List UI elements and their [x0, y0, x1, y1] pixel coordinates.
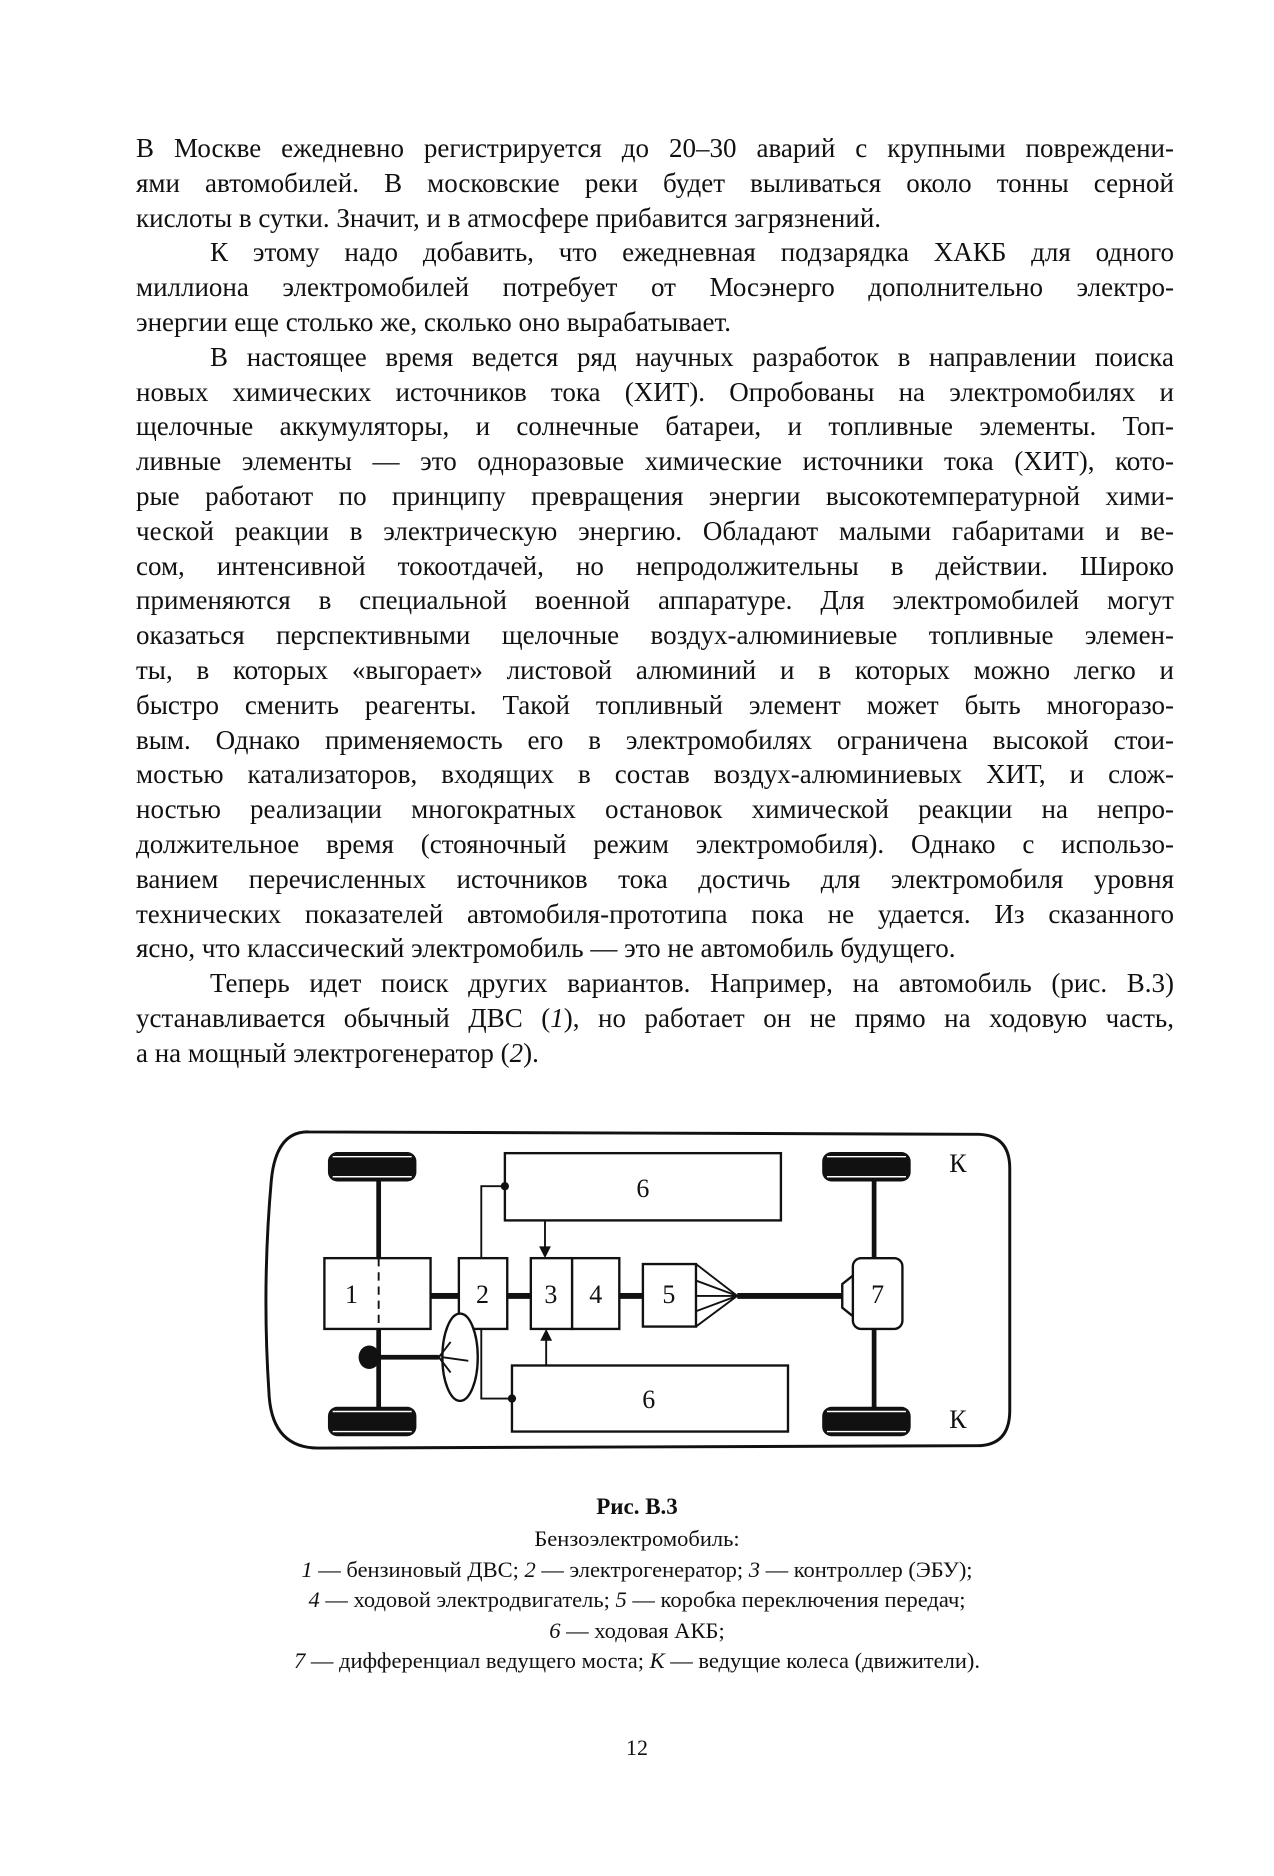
- label-6-bottom: 6: [642, 1384, 656, 1414]
- text-line: миллиона электромобилей потребует от Мосэнерго дополнительно электро-: [136, 272, 1174, 303]
- wire-2-to-bottom-battery: [481, 1329, 512, 1399]
- legend-line: [0, 1555, 1274, 1586]
- text-line: энергии еще столько же, сколько оно вырабатывает.: [136, 306, 731, 337]
- legend-text: — контроллер (ЭБУ);: [759, 1556, 973, 1582]
- legend-text: — электрогенератор;: [535, 1556, 749, 1582]
- legend-num: 3: [748, 1556, 760, 1582]
- text-line: быстро сменить реагенты. Такой топливный элемент может быть многоразо-: [136, 689, 1174, 720]
- text-line: ванием перечисленных источников тока достичь для электромобиля уровня: [136, 863, 1174, 894]
- steering-gear: [359, 1345, 380, 1369]
- figure-caption: [0, 1490, 1274, 1677]
- text-line: вым. Однако применяемость его в электромобилях ограничена высокой стои-: [136, 724, 1174, 755]
- body-text: [136, 131, 1174, 1071]
- figure-title: Рис. В.3: [596, 1494, 678, 1519]
- text-line: ливные элементы — это одноразовые химические источники тока (ХИТ), кото-: [136, 446, 1174, 477]
- text-line: В настоящее время ведется ряд научных разработок в направлении поиска: [210, 341, 1174, 372]
- legend-num: 4: [308, 1587, 320, 1612]
- text-line: должительное время (стояночный режим электромобиля). Однако с использо-: [136, 828, 1174, 859]
- text-line: технических показателей автомобиля-прототипа пока не удается. Из сказанного: [136, 898, 1174, 929]
- text-line: ями автомобилей. В московские реки будет выливаться около тонны серной: [136, 167, 1174, 198]
- block-1-engine: [324, 1258, 430, 1329]
- text-line: [136, 1001, 1174, 1036]
- legend-num: 5: [615, 1587, 627, 1612]
- legend-num: 1: [301, 1556, 313, 1582]
- legend-text: — ходовая АКБ;: [560, 1617, 725, 1643]
- figure-subtitle: Бензоэлектромобиль:: [534, 1526, 740, 1551]
- label-4: 4: [589, 1279, 603, 1309]
- legend-num: 2: [524, 1556, 536, 1582]
- legend-text: — дифференциал ведущего моста;: [305, 1648, 650, 1673]
- label-2: 2: [475, 1279, 489, 1309]
- wire-2-to-top-battery: [481, 1186, 505, 1258]
- text-line: ты, в которых «выгорает» листовой алюминий и в которых можно легко и: [136, 654, 1174, 685]
- label-7: 7: [871, 1279, 885, 1309]
- text-line: сом, интенсивной токоотдачей, но непродолжительны в действии. Широко: [136, 550, 1174, 581]
- legend-text: — ведущие колеса (движители).: [664, 1648, 980, 1673]
- text-line: рые работают по принципу превращения энергии высокотемпературной хими-: [136, 480, 1174, 511]
- legend-num: К: [649, 1648, 665, 1673]
- arrow-down-icon: [539, 1246, 551, 1258]
- paragraph-3: [136, 340, 1174, 966]
- text-line: Теперь идет поиск других вариантов. Например, на автомобиль (рис. В.3): [210, 968, 1174, 999]
- hybrid-car-diagram: [0, 1100, 1274, 1480]
- text-line: мостью катализаторов, входящих в состав воздух-алюминиевых ХИТ, и слож-: [136, 759, 1174, 790]
- page-number: 12: [626, 1735, 648, 1760]
- text-fragment: ), но работает он не прямо на ходовую часть,: [563, 1002, 1174, 1033]
- arrow-up-icon: [540, 1329, 552, 1341]
- text-fragment: устанавливается обычный ДВС (: [136, 1002, 551, 1033]
- text-line: К этому надо добавить, что ежедневная подзарядка ХАКБ для одного: [210, 237, 1174, 268]
- label-k-bottom: К: [949, 1405, 967, 1435]
- legend-line: [0, 1585, 1274, 1616]
- figure-ref-number: 1: [550, 1002, 564, 1033]
- text-line: ясно, что классический электромобиль — это не автомобиль будущего.: [136, 933, 956, 964]
- legend-line: [0, 1616, 1274, 1647]
- label-6-top: 6: [636, 1173, 650, 1203]
- text-line: [136, 1036, 1174, 1071]
- text-fragment: а на мощный электрогенератор (: [136, 1037, 510, 1068]
- text-line: щелочные аккумуляторы, и солнечные батареи, и топливные элементы. Топ-: [136, 411, 1174, 442]
- text-line: ческой реакции в электрическую энергию. Обладают малыми габаритами и ве-: [136, 515, 1174, 546]
- legend-text: — ходовой электродвигатель;: [319, 1587, 616, 1612]
- text-line: ностью реализации многократных остановок химической реакции на непро-: [136, 794, 1174, 825]
- legend-num: 7: [294, 1648, 306, 1673]
- paragraph-1: [136, 131, 1174, 235]
- text-line: кислоты в сутки. Значит, и в атмосфере прибавится загрязнений.: [136, 202, 882, 233]
- label-3: 3: [544, 1279, 558, 1309]
- text-line: оказаться перспективными щелочные воздух-алюминиевые топливные элемен-: [136, 620, 1174, 651]
- label-1: 1: [345, 1279, 359, 1309]
- legend-line: [0, 1646, 1274, 1677]
- figure-ref-number: 2: [509, 1037, 524, 1068]
- text-line: новых химических источников тока (ХИТ). Опробованы на электромобилях и: [136, 376, 1174, 407]
- legend-num: 6: [549, 1617, 561, 1643]
- label-5: 5: [662, 1279, 676, 1309]
- paragraph-4: [136, 966, 1174, 1070]
- text-line: применяются в специальной военной аппаратуре. Для электромобилей могут: [136, 585, 1174, 616]
- legend-text: — бензиновый ДВС;: [312, 1556, 525, 1582]
- label-k-top: К: [949, 1149, 967, 1179]
- legend-text: — коробка переключения передач;: [626, 1587, 966, 1612]
- text-fragment: ).: [523, 1037, 539, 1068]
- paragraph-2: [136, 235, 1174, 339]
- text-line: В Москве ежедневно регистрируется до 20–30 аварий с крупными повреждени-: [136, 133, 1174, 163]
